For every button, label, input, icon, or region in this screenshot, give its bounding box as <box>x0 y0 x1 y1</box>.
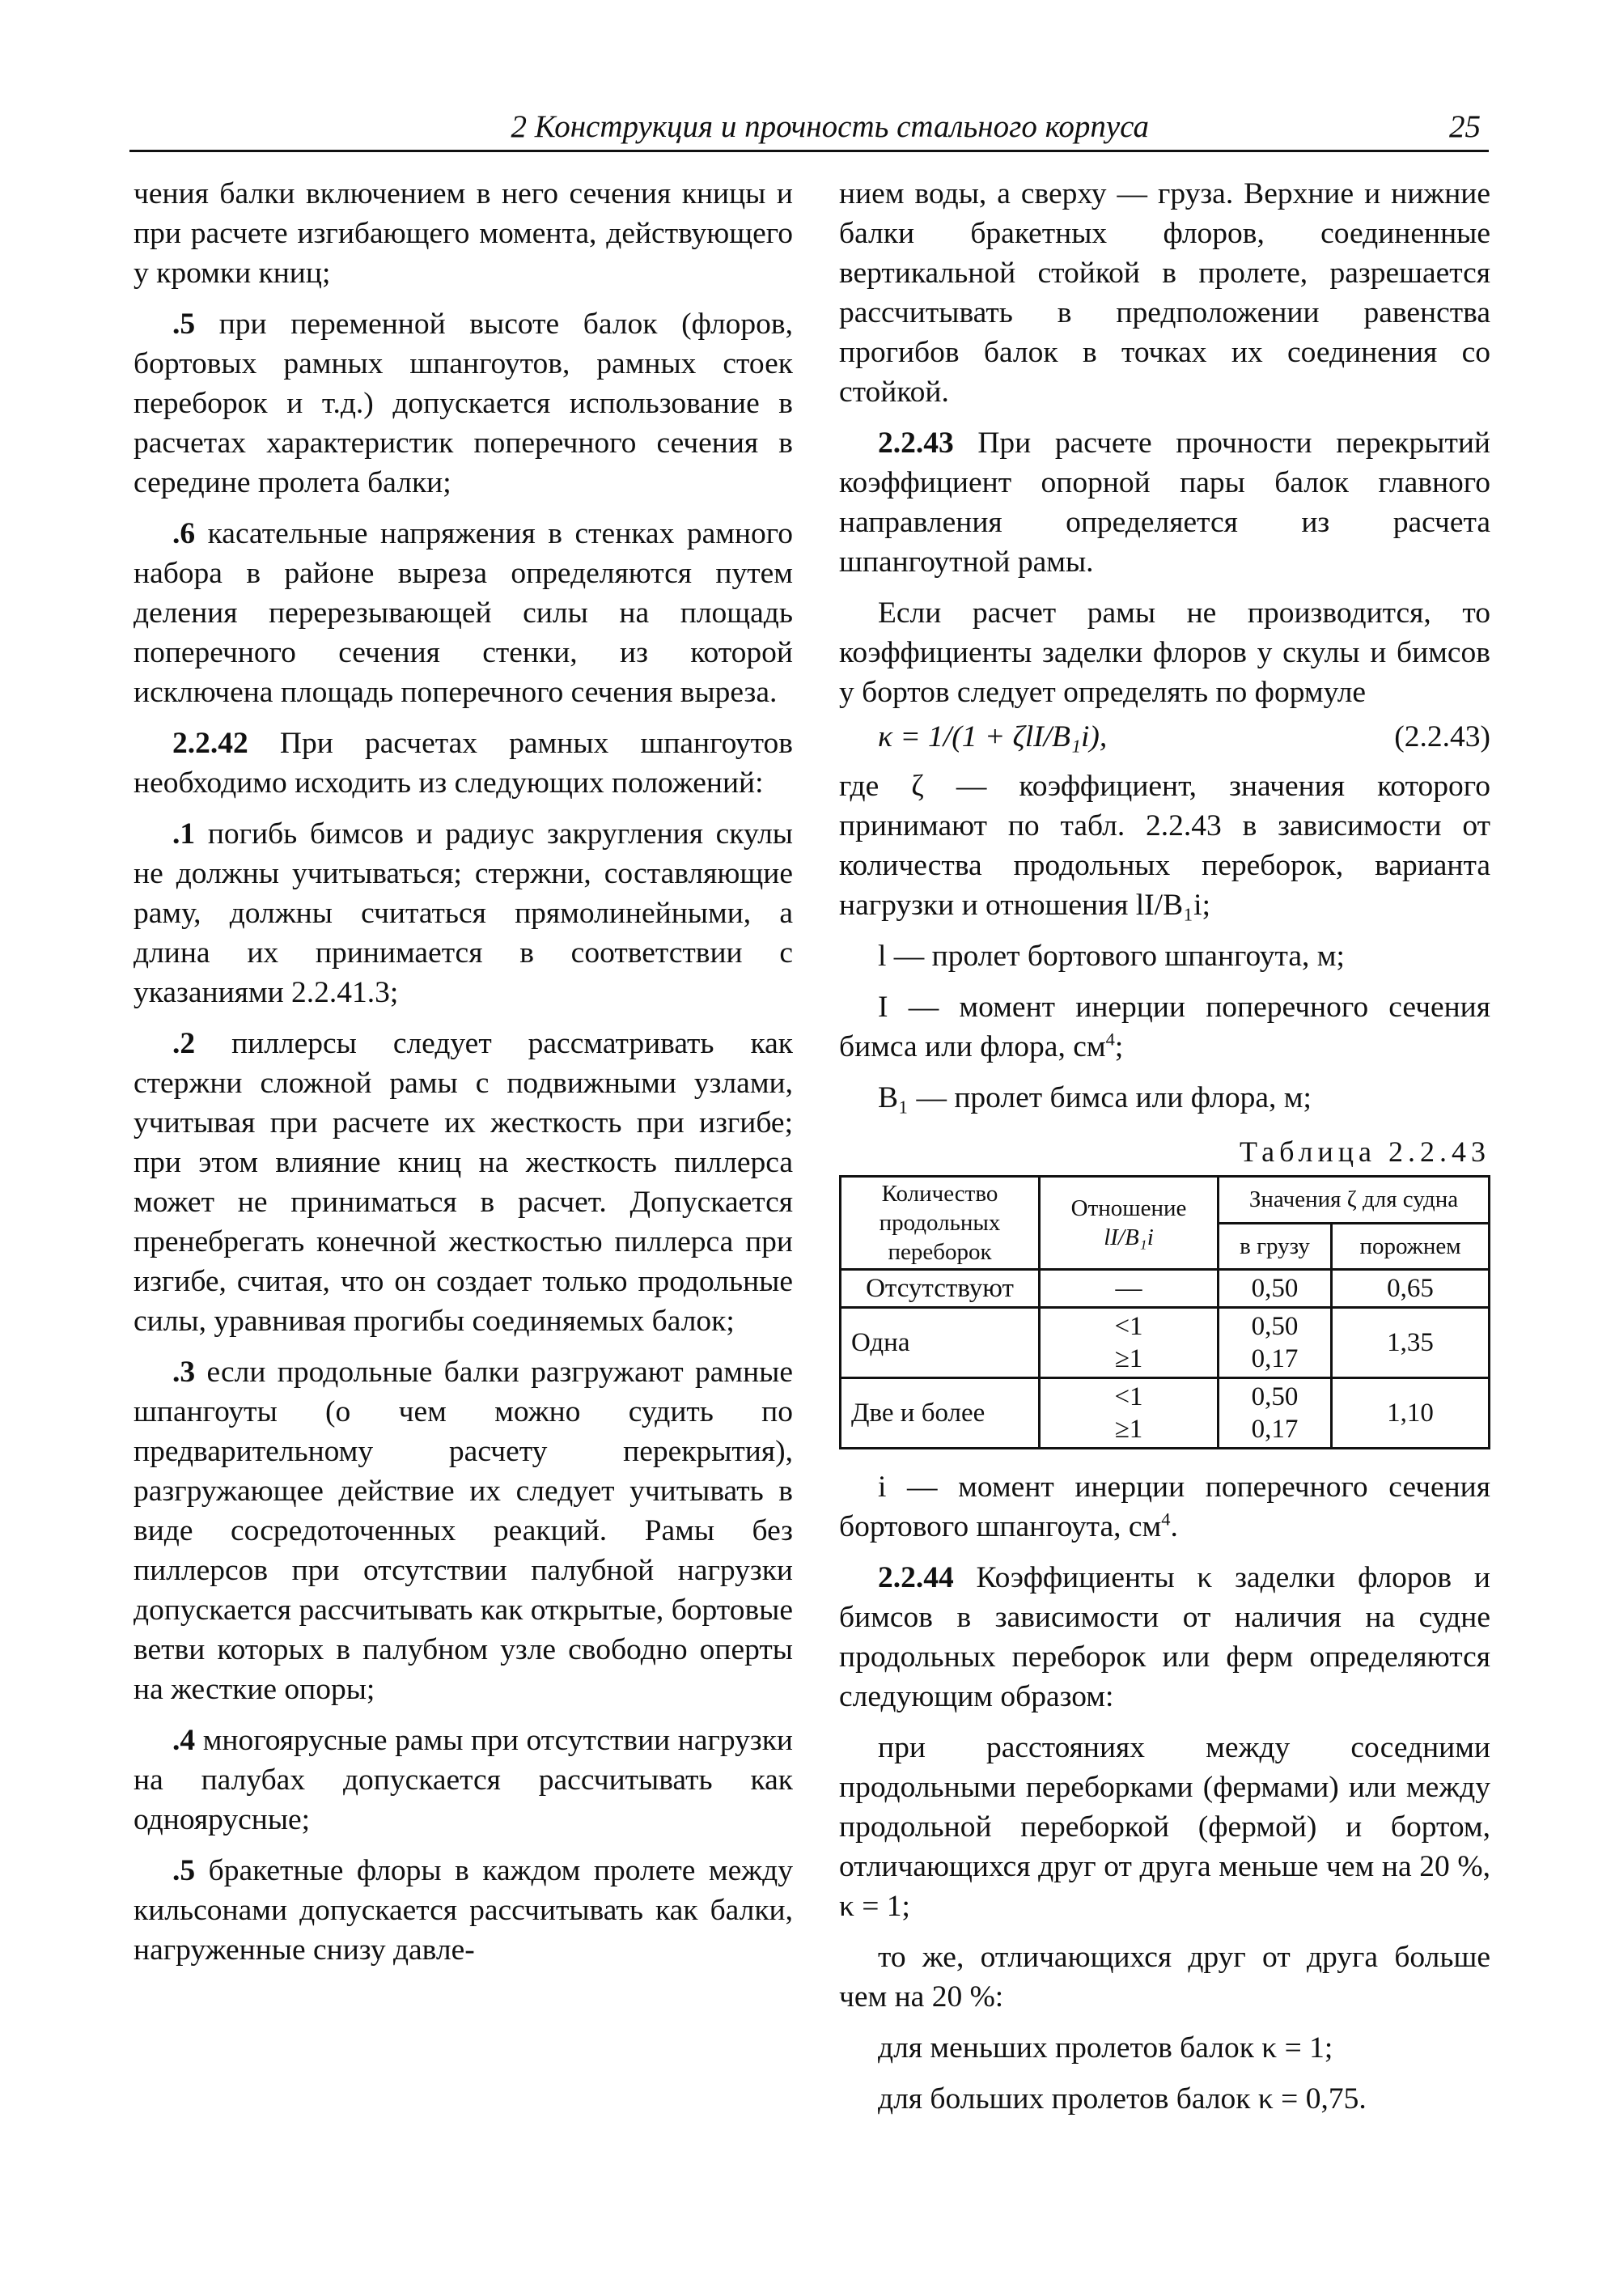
paragraph: то же, отличающихся друг от друга больше чем на 20 %: <box>839 1941 1490 2014</box>
formula-2-2-43 <box>839 717 1490 757</box>
table-cell: Одна <box>841 1308 1040 1378</box>
page-number: 25 <box>1449 109 1481 144</box>
table-header-loaded: в грузу <box>1219 1223 1332 1270</box>
list-item: .6 касательные напряжения в стенках рамного набора в районе выреза определяются путем деления перерезывающей силы на площадь поперечного сечения стенки, из которой исключена площадь поперечного сечения выреза. <box>134 517 793 709</box>
list-item: .1 погибь бимсов и радиус закругления скулы не должны учитываться; стержни, составляющие раму, должны считаться прямолинейными, а длина их принимается в соответствии с указаниями 2.2.41.3; <box>134 817 793 1009</box>
definition-I: I — момент инерции поперечного сечения бимса или флора, $см^4$; <box>839 991 1490 1063</box>
table-header-ballast: порожнем <box>1332 1223 1490 1270</box>
paragraph: чения балки включением в него сечения кницы и при расчете изгибающего момента, действующего у кромки книц; <box>134 177 793 290</box>
section-2-2-42: 2.2.42 При расчетах рамных шпангоутов необходимо исходить из следующих положений: <box>134 727 793 800</box>
table-cell: <1 ≥1 <box>1040 1308 1219 1378</box>
definition-i: i — момент инерции поперечного сечения бортового шпангоута, $см^4$. <box>839 1471 1490 1543</box>
left-column <box>134 174 793 1981</box>
table-cell: Две и более <box>841 1378 1040 1449</box>
table-row <box>841 1270 1490 1308</box>
table-header-values: Значения ζ для судна <box>1219 1177 1490 1224</box>
table-cell: 1,35 <box>1332 1308 1490 1378</box>
list-item: .2 пиллерсы следует рассматривать как стержни сложной рамы с подвижными узлами, учитывая при расчете их жесткость при изгибе; при этом влияние книц на жесткость пиллерса может не приниматься в расчет. Допускается пренебрегать конечной жесткостью пиллерса при изгибе, считая, что он создает только продольные силы, уравнивая прогибы соединяемых балок; <box>134 1027 793 1338</box>
table-header-ratio: Отношение lI/B₁i <box>1040 1177 1219 1270</box>
paragraph: нием воды, а сверху — груза. Верхние и нижние балки бракетных флоров, соединенные вертикальной стойкой в пролете, разрешается рассчитывать в предположении равенства прогибов балок в точках их соединения со стойкой. <box>839 177 1490 409</box>
paragraph: для меньших пролетов балок κ = 1; <box>878 2031 1333 2065</box>
table-cell: <1 ≥1 <box>1040 1378 1219 1449</box>
running-title: 2 Конструкция и прочность стального корпуса <box>511 109 1149 144</box>
formula-expression: κ = 1/(1 + ζlI/B₁i), <box>878 720 1108 753</box>
table-2-2-43 <box>839 1175 1490 1449</box>
table-row <box>841 1308 1490 1378</box>
table-row <box>841 1378 1490 1449</box>
definition-zeta: где ζ — коэффициент, значения которого принимают по табл. 2.2.43 в зависимости от количества продольных переборок, варианта нагрузки и отношения lI/B₁i; <box>839 770 1490 922</box>
section-2-2-44: 2.2.44 Коэффициенты κ заделки флоров и бимсов в зависимости от наличия на судне продольных переборок или ферм определяются следующим образом: <box>839 1561 1490 1713</box>
paragraph: для больших пролетов балок κ = 0,75. <box>878 2082 1367 2116</box>
list-item: .3 если продольные балки разгружают рамные шпангоуты (о чем можно судить по предварительному расчету перекрытия), разгружающее действие их следует учитывать в виде сосредоточенных реакций. Рамы без пиллерсов при отсутствии палубной нагрузки допускается рассчитывать как открытые, бортовые ветви которых в палубном узле свободно оперты на жесткие опоры; <box>134 1356 793 1706</box>
running-header <box>129 101 1489 152</box>
list-item: .4 многоярусные рамы при отсутствии нагрузки на палубах допускается рассчитывать как одноярусные; <box>134 1724 793 1836</box>
table-cell: 0,50 <box>1219 1270 1332 1308</box>
table-cell: 0,50 0,17 <box>1219 1378 1332 1449</box>
right-column <box>839 174 1490 2130</box>
definition-l: l — пролет бортового шпангоута, м; <box>878 940 1345 973</box>
list-item: .5 при переменной высоте балок (флоров, бортовых рамных шпангоутов, рамных стоек переборок и т.д.) допускается использование в расчетах характеристик поперечного сечения в середине пролета балки; <box>134 308 793 499</box>
table-cell: — <box>1040 1270 1219 1308</box>
table-caption: Таблица 2.2.43 <box>1240 1135 1490 1168</box>
definition-B1: B₁ — пролет бимса или флора, м; <box>878 1081 1312 1114</box>
table-cell: Отсутствуют <box>841 1270 1040 1308</box>
table-cell: 1,10 <box>1332 1378 1490 1449</box>
table-header-count: Количество продольных переборок <box>841 1177 1040 1270</box>
paragraph: Если расчет рамы не производится, то коэффициенты заделки флоров у скулы и бимсов у бортов следует определять по формуле <box>839 596 1490 709</box>
table-cell: 0,50 0,17 <box>1219 1308 1332 1378</box>
paragraph: при расстояниях между соседними продольными переборками (фермами) или между продольной переборкой (фермой) и бортом, отличающихся друг от друга меньше чем на 20 %, κ = 1; <box>839 1731 1490 1923</box>
list-item: .5 бракетные флоры в каждом пролете между кильсонами допускается рассчитывать как балки, нагруженные снизу давле- <box>134 1854 793 1967</box>
formula-number: (2.2.43) <box>1394 720 1490 753</box>
table-cell: 0,65 <box>1332 1270 1490 1308</box>
section-2-2-43: 2.2.43 При расчете прочности перекрытий коэффициент опорной пары балок главного направления определяется из расчета шпангоутной рамы. <box>839 427 1490 579</box>
